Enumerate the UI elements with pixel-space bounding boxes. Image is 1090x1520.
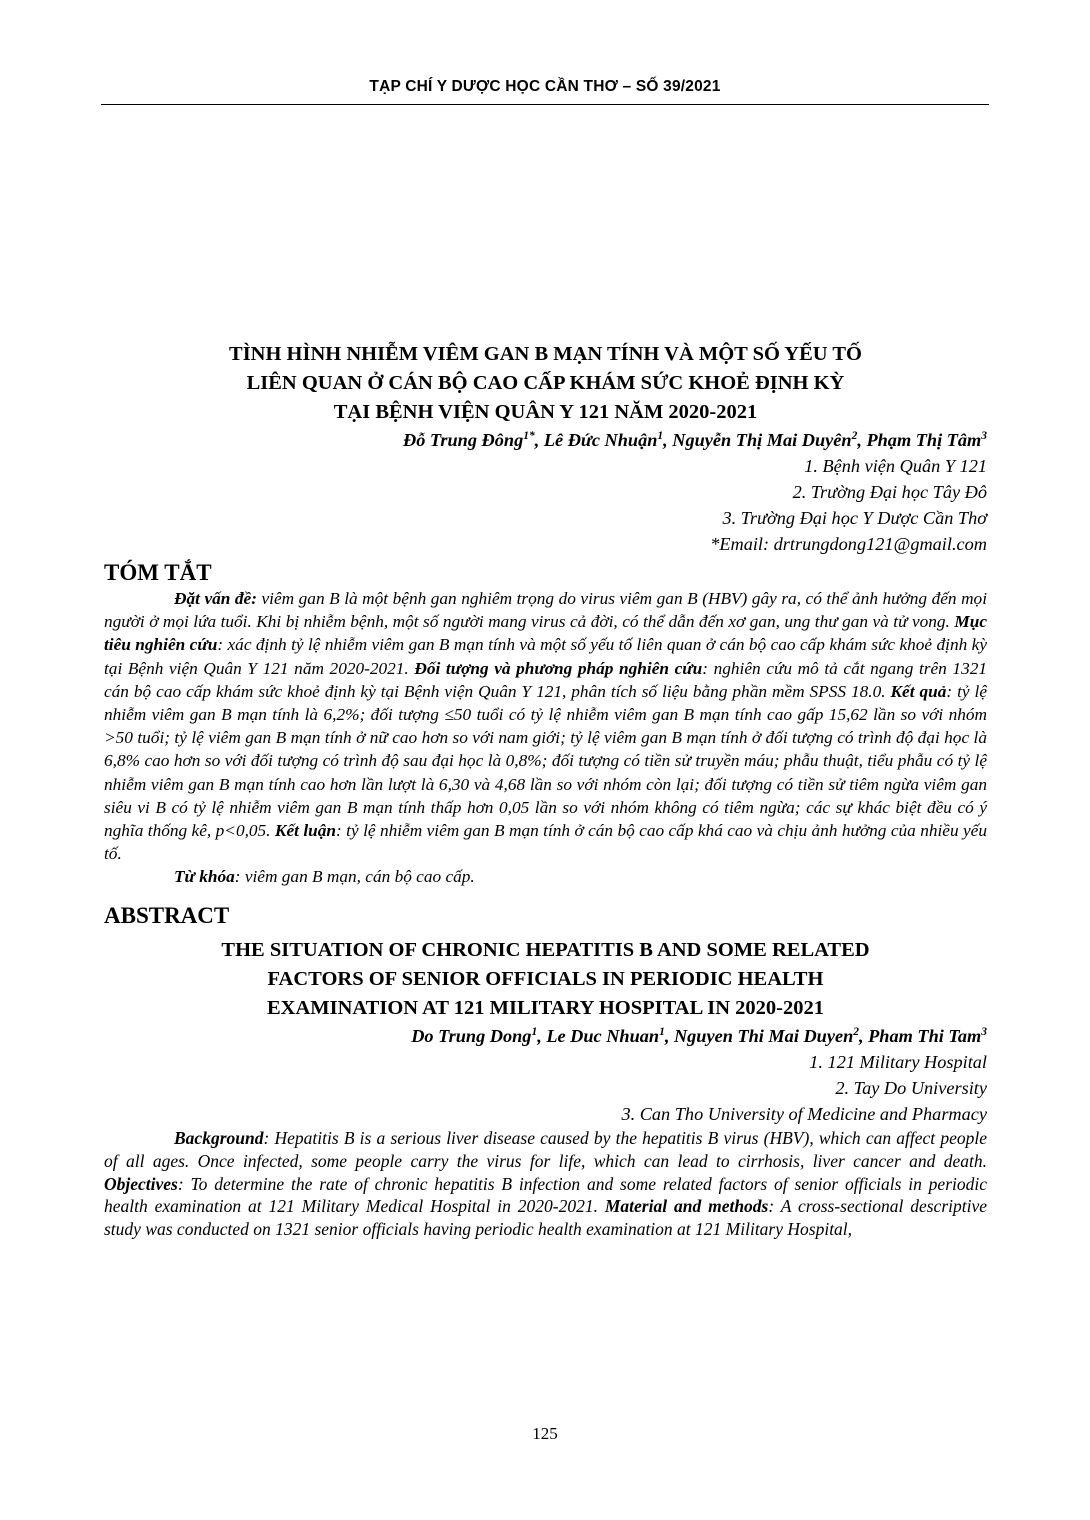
author-affiliation-mark: 1 — [659, 1026, 665, 1039]
vi-affiliation: 2. Trường Đại học Tây Đô — [792, 482, 987, 502]
vi-summary-heading: TÓM TẮT — [104, 560, 212, 585]
en-authors — [104, 1023, 987, 1049]
author-affiliation-mark: 1 — [657, 430, 664, 442]
author-separator: , — [859, 1026, 869, 1047]
vi-title — [104, 340, 987, 427]
author-name: Nguyen Thi Mai Duyen — [673, 1026, 854, 1047]
vi-title-line: LIÊN QUAN Ở CÁN BỘ CAO CẤP KHÁM SỨC KHOẺ ĐỊNH KỲ — [246, 372, 845, 394]
author-separator: , — [857, 430, 867, 450]
header-rule — [101, 104, 989, 105]
vi-keywords — [104, 865, 987, 888]
results-label: Kết quả — [890, 681, 947, 701]
en-title-line: FACTORS OF SENIOR OFFICIALS IN PERIODIC HEALTH — [267, 968, 824, 991]
background-label: Background — [174, 1128, 264, 1149]
background-text: viêm gan B là một bệnh gan nghiêm trọng do virus viêm gan B (HBV) gây ra, có thể ảnh hưởng đến mọi người ở mọi lứa tuổi. Khi bị nhiễm bệnh, một số người mang virus cả đời, có thể dẫn đến xơ gan, ung thư gan và tử vong. — [104, 589, 987, 632]
en-title-line: EXAMINATION AT 121 MILITARY HOSPITAL IN 2020-2021 — [266, 997, 824, 1020]
methods-label: Material and methods — [604, 1196, 769, 1217]
background-text: : Hepatitis B is a serious liver disease caused by the hepatitis B virus (HBV), which can affect people of all ages. Once infected, some people carry the virus for life, which can lead to cirrhosis, liver cancer and death. — [104, 1128, 987, 1172]
objective-label: Mục tiêu nghiên cứu — [104, 612, 987, 655]
en-affiliation: 2. Tay Do University — [835, 1078, 987, 1099]
methods-text: : A cross-sectional descriptive study was conducted on 1321 senior officials having periodic health examination at 121 Military Hospital, — [104, 1196, 987, 1239]
results-text: : tỷ lệ nhiễm viêm gan B mạn tính là 6,2%; đối tượng ≤50 tuổi có tỷ lệ nhiễm viêm gan B mạn tính cao gấp 15,62 lần so với nhóm >50 tuổi; tỷ lệ viêm gan B mạn tính ở nữ cao hơn so với nam giới; tỷ lệ viêm gan B mạn tính ở đối tượng có trình độ đại học là 6,8% cao hơn so với đối tượng có trình độ sau đại học là 0,8%; đối tượng có tiền sử truyền máu; phẫu thuật, tiểu phẫu có tỷ lệ nhiễm viêm gan B mạn tính cao hơn lần lượt là 6,30 và 4,68 lần so với nhóm còn lại; đối tượng có tiền sử tiêm ngừa viêm gan siêu vi B có tỷ lệ nhiễm viêm gan B mạn tính thấp hơn 0,05 lần so với nhóm không có tiêm ngừa; các sự khác biệt đều có ý nghĩa thống kê, p<0,05. — [104, 681, 987, 841]
objective-text: : xác định tỷ lệ nhiễm viêm gan B mạn tính và một số yếu tố liên quan ở cán bộ cao cấp khám sức khoẻ định kỳ tại Bệnh viện Quân Y 121 năm 2020-2021. — [104, 635, 988, 678]
methods-label: Đối tượng và phương pháp nghiên cứu — [414, 658, 703, 678]
author-affiliation-mark: 1* — [523, 430, 535, 442]
vi-title-line: TÌNH HÌNH NHIỄM VIÊM GAN B MẠN TÍNH VÀ MỘT SỐ YẾU TỐ — [229, 343, 862, 365]
objectives-text: : To determine the rate of chronic hepatitis B infection and some related factors of senior officials in periodic health examination at 121 Military Medical Hospital in 2020-2021. — [104, 1173, 987, 1217]
author-separator: , — [537, 1026, 547, 1047]
article-content — [104, 340, 987, 1240]
author-affiliation-mark: 3 — [981, 1026, 987, 1039]
page-number: 125 — [532, 1424, 558, 1443]
conclusion-text: : tỷ lệ nhiễm viêm gan B mạn tính ở cán bộ cao cấp khá cao và chịu ảnh hưởng của nhiều yếu tố. — [104, 821, 987, 864]
background-label: Đặt vấn đề: — [174, 589, 257, 608]
author-separator: , — [663, 430, 673, 450]
author-affiliation-mark: 3 — [981, 430, 987, 442]
en-abstract-paragraph — [104, 1127, 987, 1240]
methods-text: : nghiên cứu mô tả cắt ngang trên 1321 cán bộ cao cấp khám sức khoẻ định kỳ tại Bệnh viện Quân Y 121, phân tích số liệu bằng phần mềm SPSS 18.0. — [104, 658, 987, 701]
author-affiliation-mark: 2 — [853, 1026, 859, 1039]
author-name: Nguyễn Thị Mai Duyên — [672, 430, 852, 450]
vi-authors — [104, 427, 987, 453]
author-name: Lê Đức Nhuận — [543, 430, 658, 450]
author-affiliation-mark: 2 — [851, 430, 858, 442]
author-name: Pham Thi Tam — [868, 1026, 982, 1047]
author-separator: , — [534, 430, 544, 450]
abstract-heading: ABSTRACT — [104, 903, 230, 929]
vi-summary-paragraph — [104, 587, 987, 865]
journal-header: TẠP CHÍ Y DƯỢC HỌC CẦN THƠ – SỐ 39/2021 — [369, 78, 721, 95]
author-separator: , — [664, 1026, 674, 1047]
keywords-label: Từ khóa — [174, 867, 235, 887]
conclusion-label: Kết luận — [274, 821, 337, 841]
objectives-label: Objectives — [104, 1173, 178, 1194]
vi-affiliation: 3. Trường Đại học Y Dược Cần Thơ — [722, 508, 987, 528]
vi-title-line: TẠI BỆNH VIỆN QUÂN Y 121 NĂM 2020-2021 — [333, 401, 758, 423]
en-title — [104, 936, 987, 1023]
contact-email[interactable]: *Email: drtrungdong121@gmail.com — [710, 534, 987, 554]
en-affiliation: 1. 121 Military Hospital — [809, 1052, 987, 1073]
author-affiliation-mark: 1 — [531, 1026, 538, 1039]
author-name: Le Duc Nhuan — [546, 1026, 660, 1047]
en-affiliation: 3. Can Tho University of Medicine and Pharmacy — [621, 1104, 987, 1125]
author-name: Do Trung Dong — [411, 1026, 532, 1047]
author-name: Phạm Thị Tâm — [866, 430, 982, 450]
keywords-text: : viêm gan B mạn, cán bộ cao cấp. — [234, 867, 475, 887]
en-title-line: THE SITUATION OF CHRONIC HEPATITIS B AND SOME RELATED — [221, 939, 870, 962]
author-name: Đỗ Trung Đông — [403, 430, 524, 450]
vi-affiliation: 1. Bệnh viện Quân Y 121 — [804, 456, 987, 476]
